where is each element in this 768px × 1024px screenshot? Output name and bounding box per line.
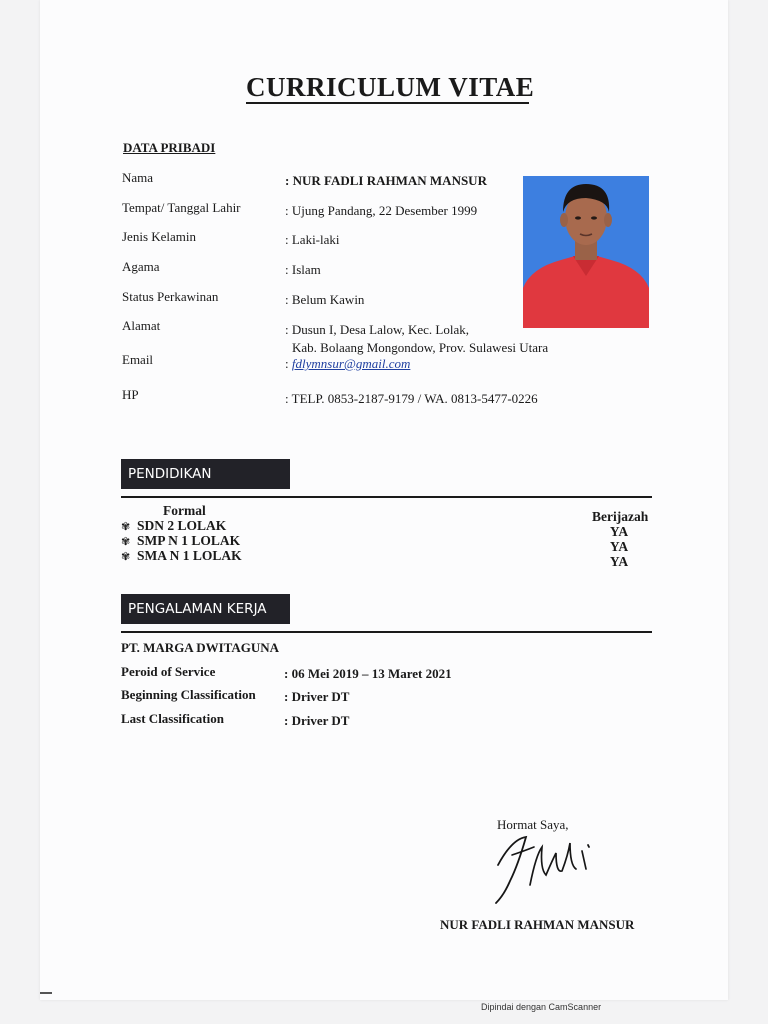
phone-label: HP	[122, 387, 139, 402]
email-label: Email	[122, 352, 154, 367]
school-item	[121, 533, 240, 549]
marital-status-value: : Belum Kawin	[285, 292, 365, 307]
flower-bullet-icon: ✾	[121, 550, 131, 563]
person-portrait-icon	[523, 176, 649, 328]
scanner-watermark: Dipindai dengan CamScanner	[481, 1002, 602, 1012]
religion-label: Agama	[122, 259, 160, 274]
signature-name: NUR FADLI RAHMAN MANSUR	[440, 917, 635, 932]
certificate-value: YA	[609, 524, 629, 539]
marital-status-label: Status Perkawinan	[122, 289, 219, 304]
work-experience-banner: PENGALAMAN KERJA	[121, 594, 290, 624]
flower-bullet-icon: ✾	[121, 520, 131, 533]
email-prefix: :	[285, 356, 289, 371]
name-label: Nama	[122, 170, 154, 185]
profile-photo	[523, 176, 649, 328]
school-item	[121, 548, 242, 564]
email-link[interactable]: fdlymnsur@gmail.com	[291, 356, 411, 371]
name-value: : NUR FADLI RAHMAN MANSUR	[285, 173, 487, 188]
handwritten-signature	[490, 825, 600, 910]
formal-label: Formal	[163, 503, 206, 518]
phone-value: : TELP. 0853-2187-9179 / WA. 0813-5477-0226	[285, 391, 538, 406]
period-label: Peroid of Service	[121, 664, 216, 679]
school-name: SMA N 1 LOLAK	[137, 548, 242, 563]
last-classification-value: : Driver DT	[284, 713, 350, 728]
email-row	[285, 356, 410, 372]
period-value: : 06 Mei 2019 – 13 Maret 2021	[284, 666, 452, 681]
signature-greeting: Hormat Saya,	[497, 817, 569, 832]
birth-value: : Ujung Pandang, 22 Desember 1999	[285, 203, 478, 218]
title-underline	[246, 102, 529, 104]
birth-label: Tempat/ Tanggal Lahir	[122, 200, 241, 215]
certificate-value: YA	[609, 539, 629, 554]
beginning-classification-label: Beginning Classification	[121, 687, 256, 702]
address-line-1: : Dusun I, Desa Lalow, Kec. Lolak,	[285, 322, 469, 337]
personal-data-heading: DATA PRIBADI	[123, 140, 216, 155]
school-name: SMP N 1 LOLAK	[137, 533, 241, 548]
gender-value: : Laki-laki	[285, 232, 340, 247]
gender-label: Jenis Kelamin	[122, 229, 197, 244]
flower-bullet-icon: ✾	[121, 535, 131, 548]
school-name: SDN 2 LOLAK	[137, 518, 227, 533]
education-banner: PENDIDIKAN	[121, 459, 290, 489]
document-title: CURRICULUM VITAE	[246, 72, 535, 102]
address-label: Alamat	[122, 318, 161, 333]
religion-value: : Islam	[285, 262, 321, 277]
company-name: PT. MARGA DWITAGUNA	[121, 640, 280, 655]
work-divider	[121, 631, 652, 633]
education-divider	[121, 496, 652, 498]
certificate-label: Berijazah	[592, 509, 649, 524]
school-item	[121, 518, 226, 534]
scan-edge-mark	[40, 992, 52, 994]
last-classification-label: Last Classification	[121, 711, 224, 726]
beginning-classification-value: : Driver DT	[284, 689, 350, 704]
certificate-value: YA	[609, 554, 629, 569]
address-line-2: Kab. Bolaang Mongondow, Prov. Sulawesi Utara	[292, 340, 549, 355]
